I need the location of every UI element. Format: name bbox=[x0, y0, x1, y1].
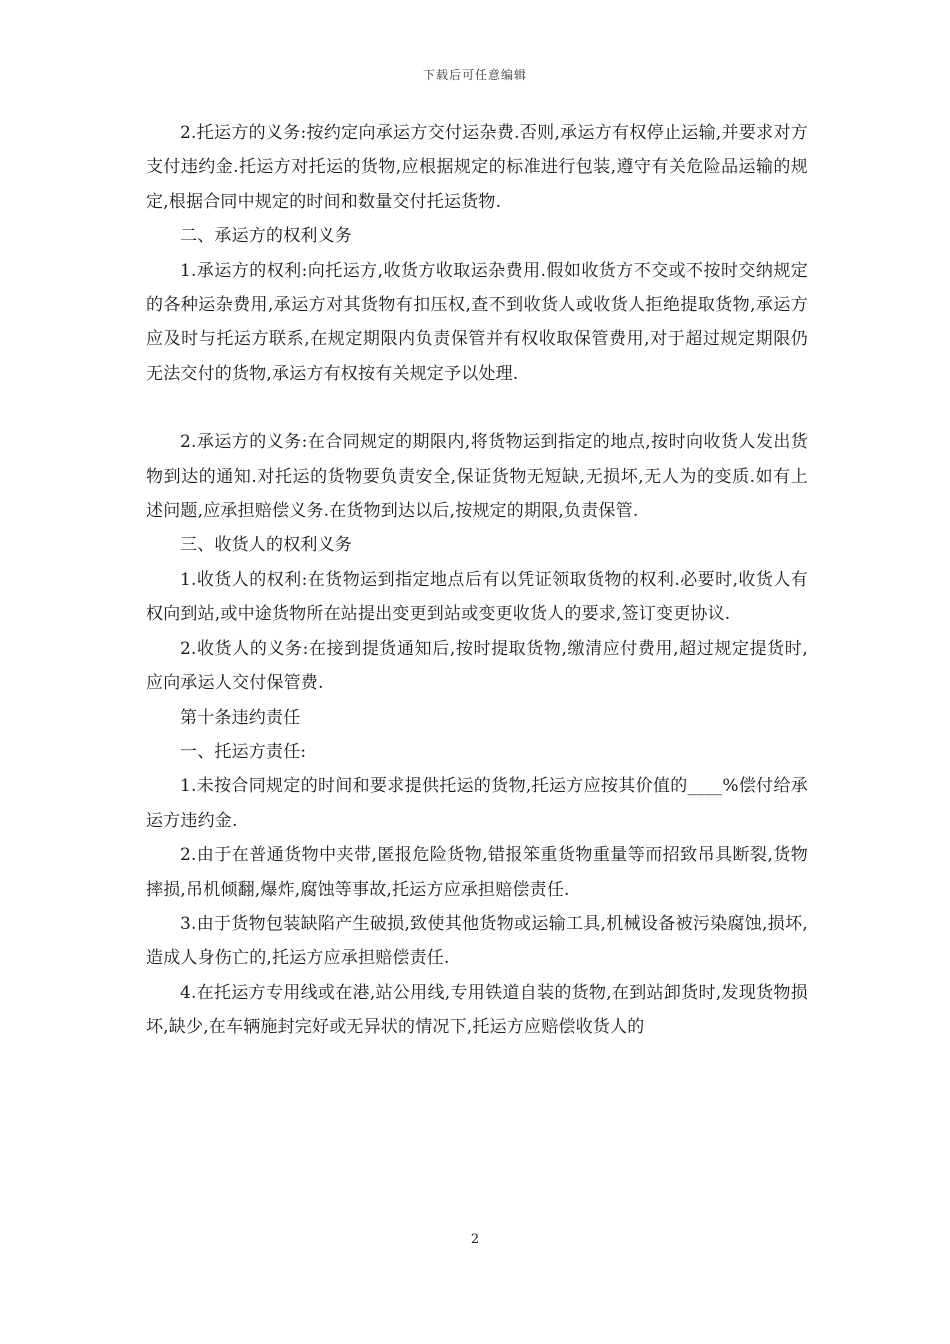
paragraph-liability-3: 3.由于货物包装缺陷产生破损,致使其他货物或运输工具,机械设备被污染腐蚀,损坏,造成人身伤亡的,托运方应承担赔偿责任. bbox=[146, 913, 808, 969]
section-heading-carrier: 二、承运方的权利义务 bbox=[180, 226, 352, 247]
paragraph-consignee-obligations: 2.收货人的义务:在接到提货通知后,按时提取货物,缴清应付费用,超过规定提货时,应向承运人交付保管费. bbox=[146, 638, 808, 694]
paragraph-liability-4: 4.在托运方专用线或在港,站公用线,专用铁道自装的货物,在到站卸货时,发现货物损坏,缺少,在车辆施封完好或无异状的情况下,托运方应赔偿收货人的 bbox=[146, 982, 808, 1038]
section-heading-shipper-liability: 一、托运方责任: bbox=[180, 741, 307, 762]
article-heading-liability: 第十条违约责任 bbox=[180, 707, 301, 728]
paragraph-carrier-rights: 1.承运方的权利:向托运方,收货方收取运杂费用.假如收货方不交或不按时交纳规定的各种运杂费用,承运方对其货物有扣压权,查不到收货人或收货人拒绝提取货物,承运方应及时与托运方联系,在规定期限内负责保管并有权收取保管费用,对于超过规定期限仍无法交付的货物,承运方有权按有关规定予以处理. bbox=[146, 260, 808, 384]
paragraph-liability-2: 2.由于在普通货物中夹带,匿报危险货物,错报笨重货物重量等而招致吊具断裂,货物摔损,吊机倾翻,爆炸,腐蚀等事故,托运方应承担赔偿责任. bbox=[146, 845, 808, 900]
paragraph-shipper-obligations: 2.托运方的义务:按约定向承运方交付运杂费.否则,承运方有权停止运输,并要求对方支付违约金.托运方对托运的货物,应根据规定的标准进行包装,遵守有关危险品运输的规定,根据合同中规定的时间和数量交付托运货物. bbox=[146, 123, 808, 212]
section-heading-consignee: 三、收货人的权利义务 bbox=[180, 535, 352, 556]
paragraph-carrier-obligations: 2.承运方的义务:在合同规定的期限内,将货物运到指定的地点,按时向收货人发出货物到达的通知.对托运的货物要负责安全,保证货物无短缺,无损坏,无人为的变质.如有上述问题,应承担赔偿义务.在货物到达以后,按规定的期限,负责保管. bbox=[146, 432, 808, 522]
page-header: 下载后可任意编辑 bbox=[422, 68, 527, 82]
blank-line bbox=[146, 391, 808, 425]
paragraph-consignee-rights: 1.收货人的权利:在货物运到指定地点后有以凭证领取货物的权利.必要时,收货人有权向到站,或中途货物所在站提出变更到站或变更收货人的要求,签订变更协议. bbox=[146, 569, 808, 625]
page-number: 2 bbox=[470, 1232, 480, 1247]
document-body bbox=[146, 116, 808, 1045]
paragraph-liability-1: 1.未按合同规定的时间和要求提供托运的货物,托运方应按其价值的____%偿付给承运方违约金. bbox=[146, 776, 808, 831]
